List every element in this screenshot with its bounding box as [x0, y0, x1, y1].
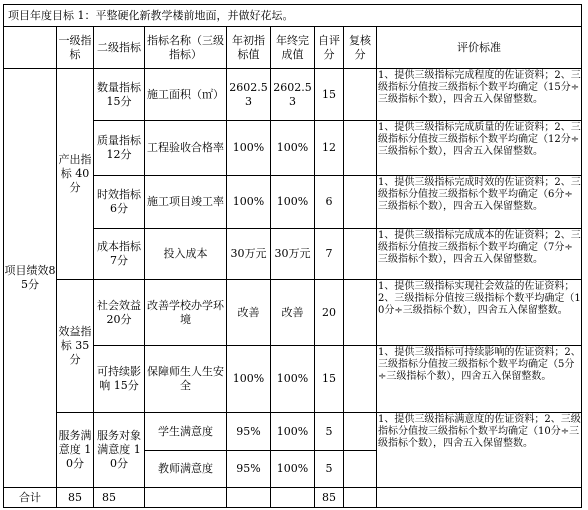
final-value: 100% [271, 176, 315, 229]
indicator-name: 投入成本 [145, 229, 227, 280]
total-empty [271, 488, 315, 508]
self-score: 6 [315, 176, 344, 229]
header-level2: 二级指标 [94, 27, 145, 69]
level2-cell: 数量指标 15分 [94, 69, 145, 121]
initial-value: 100% [227, 346, 271, 413]
criteria-text: 1、提供三级指标完成时效的佐证资料；2、三级指标分值按三级指标个数平均确定（6分÷三级指标个数），四舍五入保留整数。 [378, 177, 581, 212]
final-value: 100% [271, 121, 315, 176]
indicator-name: 教师满意度 [145, 451, 227, 488]
performance-table [3, 4, 582, 508]
initial-value: 2602.53 [227, 69, 271, 121]
initial-value: 100% [227, 121, 271, 176]
level2-cell: 服务对象满意度 10分 [94, 413, 145, 488]
header-level1: 一级指标 [57, 27, 94, 69]
indicator-name: 改善学校办学环境 [145, 280, 227, 346]
final-value: 100% [271, 346, 315, 413]
initial-value: 改善 [227, 280, 271, 346]
group-service: 服务满意度 10分 [57, 413, 94, 488]
total-level2: 85 [94, 488, 145, 508]
final-value: 2602.53 [271, 69, 315, 121]
initial-value: 95% [227, 413, 271, 451]
criteria-cell [377, 229, 582, 280]
initial-value: 95% [227, 451, 271, 488]
review-score [344, 121, 377, 176]
self-score: 15 [315, 69, 344, 121]
table-title: 项目年度目标 1：平整硬化新教学楼前地面，并做好花坛。 [4, 5, 582, 27]
header-self-score: 自评分 [315, 27, 344, 69]
criteria-text: 1、提供三级指标实现社会效益的佐证资料；2、三级指标分值按三级指标个数平均确定（10分÷三级指标个数），四舍五入保留整数。 [378, 281, 581, 316]
review-score [344, 346, 377, 413]
total-empty [145, 488, 227, 508]
project-performance-cell: 项目绩效85分 [4, 69, 57, 488]
self-score: 5 [315, 413, 344, 451]
indicator-name: 施工项目竣工率 [145, 176, 227, 229]
final-value: 改善 [271, 280, 315, 346]
initial-value: 30万元 [227, 229, 271, 280]
level2-cell: 时效指标 6分 [94, 176, 145, 229]
header-criteria: 评价标准 [377, 27, 582, 69]
indicator-name: 工程验收合格率 [145, 121, 227, 176]
criteria-text: 1、提供三级指标满意度的佐证资料；2、三级指标分值按三级指标个数平均确定（10分÷三级指标个数），四舍五入保留整数。 [378, 414, 581, 449]
self-score: 7 [315, 229, 344, 280]
criteria-cell [377, 346, 582, 413]
review-score [344, 280, 377, 346]
total-empty [344, 488, 377, 508]
indicator-name: 保障师生人生安全 [145, 346, 227, 413]
header-final: 年终完成值 [271, 27, 315, 69]
header-review-score: 复核分 [344, 27, 377, 69]
level2-cell: 社会效益 20分 [94, 280, 145, 346]
self-score: 20 [315, 280, 344, 346]
header-empty [4, 27, 57, 69]
level2-cell: 可持续影响 15分 [94, 346, 145, 413]
final-value: 100% [271, 413, 315, 451]
level2-cell: 质量指标 12分 [94, 121, 145, 176]
initial-value: 100% [227, 176, 271, 229]
group-output: 产出指标 40分 [57, 69, 94, 280]
criteria-cell [377, 69, 582, 121]
criteria-text: 1、提供三级指标完成质量的佐证资料；2、三级指标分值按三级指标个数平均确定（12分÷三级指标个数），四舍五入保留整数。 [378, 122, 581, 157]
total-label: 合计 [4, 488, 57, 508]
self-score: 12 [315, 121, 344, 176]
indicator-name: 施工面积（㎡） [145, 69, 227, 121]
total-level1: 85 [57, 488, 94, 508]
final-value: 30万元 [271, 229, 315, 280]
level2-cell: 成本指标 7分 [94, 229, 145, 280]
criteria-cell [377, 280, 582, 346]
total-self-score: 85 [315, 488, 344, 508]
review-score [344, 176, 377, 229]
total-empty [227, 488, 271, 508]
header-name: 指标名称（三级指标） [145, 27, 227, 69]
self-score: 5 [315, 451, 344, 488]
total-empty [377, 488, 582, 508]
self-score: 15 [315, 346, 344, 413]
criteria-text: 1、提供三级指标可持续影响的佐证资料；2、三级指标分值按三级指标个数平均确定（5分÷三级指标个数），四舍五入保留整数。 [378, 347, 581, 382]
criteria-cell [377, 176, 582, 229]
review-score [344, 69, 377, 121]
criteria-text: 1、提供三级指标完成成本的佐证资料；2、三级指标分值按三级指标个数平均确定（7分÷三级指标个数），四舍五入保留整数。 [378, 230, 581, 265]
indicator-name: 学生满意度 [145, 413, 227, 451]
criteria-cell [377, 121, 582, 176]
review-score [344, 229, 377, 280]
review-score [344, 451, 377, 488]
criteria-text: 1、提供三级指标完成程度的佐证资料；2、三级指标分值按三级指标个数平均确定（15分÷三级指标个数），四舍五入保留整数。 [378, 70, 581, 105]
review-score [344, 413, 377, 451]
final-value: 100% [271, 451, 315, 488]
group-benefit: 效益指标 35分 [57, 280, 94, 413]
header-initial: 年初指标值 [227, 27, 271, 69]
criteria-cell [377, 413, 582, 488]
